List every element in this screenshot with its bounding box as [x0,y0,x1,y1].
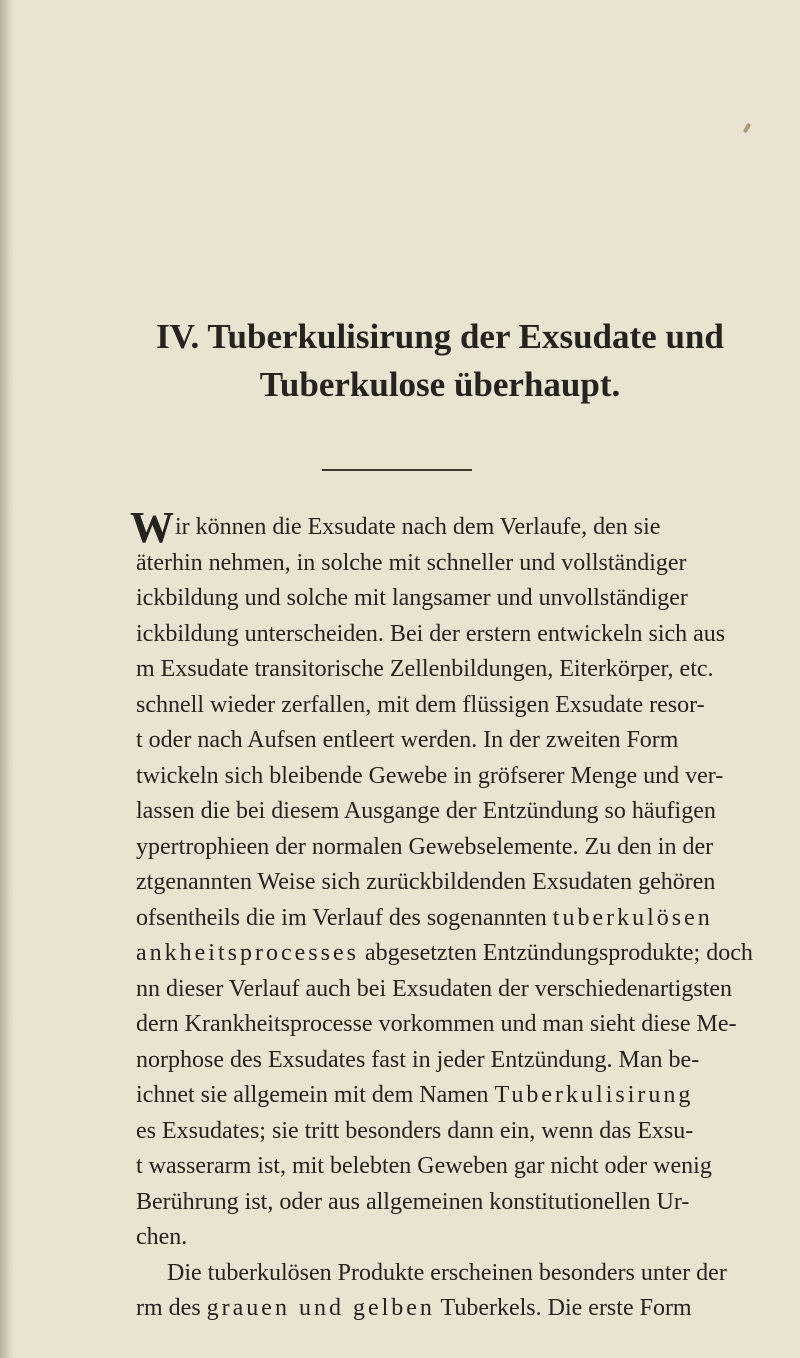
heading-line-1: IV. Tuberkulisirung der Exsudate und [156,317,724,356]
text-segment: rm des [136,1295,201,1321]
paper-speck [743,123,751,134]
spaced-term: ankheitsprocesses [136,940,359,966]
text-line: lassen die bei diesem Ausgange der Entzündung so häufigen [136,798,716,824]
text-line: norphose des Exsudates fast in jeder Entzündung. Man be- [136,1046,700,1073]
text-line: Berührung ist, oder aus allgemeinen konstitutionellen Ur- [136,1188,690,1215]
text-line: t wasserarm ist, mit belebten Geweben gar nicht oder wenig [136,1153,712,1179]
text-line: ztgenannten Weise sich zurückbildenden Exsudaten gehören [136,869,716,895]
text-line: m Exsudate transitorische Zellenbildungen, Eiterkörper, etc. [136,656,714,682]
text-line [136,901,796,937]
text-line: es Exsudates; sie tritt besonders dann ein, wenn das Exsu- [136,1117,694,1144]
spaced-term: grauen und gelben [206,1295,435,1321]
spaced-term: Tuberkulisirung [494,1082,694,1108]
chapter-heading [120,313,760,409]
text-line [130,503,796,552]
text-line: Die tuberkulösen Produkte erscheinen besonders unter der [167,1259,727,1286]
text-line: dern Krankheitsprocesse vorkommen und man sieht diese Me- [136,1011,737,1037]
text-line-content: ir können die Exsudate nach dem Verlaufe, den sie [175,514,661,540]
chapter-body [130,503,796,1327]
text-line [136,1291,796,1327]
text-line: ickbildung unterscheiden. Bei der erstern entwickeln sich aus [136,620,726,647]
text-line: schnell wieder zerfallen, mit dem flüssigen Exsudate resor- [136,691,705,718]
spaced-term: tuberkulösen [552,904,713,931]
heading-divider [322,469,472,471]
heading-line-2: Tuberkulose überhaupt. [259,365,621,404]
drop-cap: W [130,503,174,552]
text-line [136,936,796,972]
text-segment: ofsentheils die im Verlauf des sogenannten [136,904,547,931]
text-line: t oder nach Aufsen entleert werden. In der zweiten Form [136,727,679,753]
text-segment: ichnet sie allgemein mit dem Namen [136,1082,489,1108]
text-segment: abgesetzten Entzündungsprodukte; doch [364,940,753,966]
text-line: ypertrophieen der normalen Gewebselemente. Zu den in der [136,833,714,860]
text-line: twickeln sich bleibende Gewebe in gröfserer Menge und ver- [136,762,724,789]
text-line: nn dieser Verlauf auch bei Exsudaten der verschiedenartigsten [136,975,732,1002]
text-line: ickbildung und solche mit langsamer und unvollständiger [136,585,688,611]
page-binding-edge [0,0,14,1358]
text-segment: Tuberkels. Die erste Form [440,1295,692,1321]
text-line: äterhin nehmen, in solche mit schneller und vollständiger [136,549,687,576]
text-line: chen. [136,1224,188,1250]
text-line [136,1078,796,1114]
